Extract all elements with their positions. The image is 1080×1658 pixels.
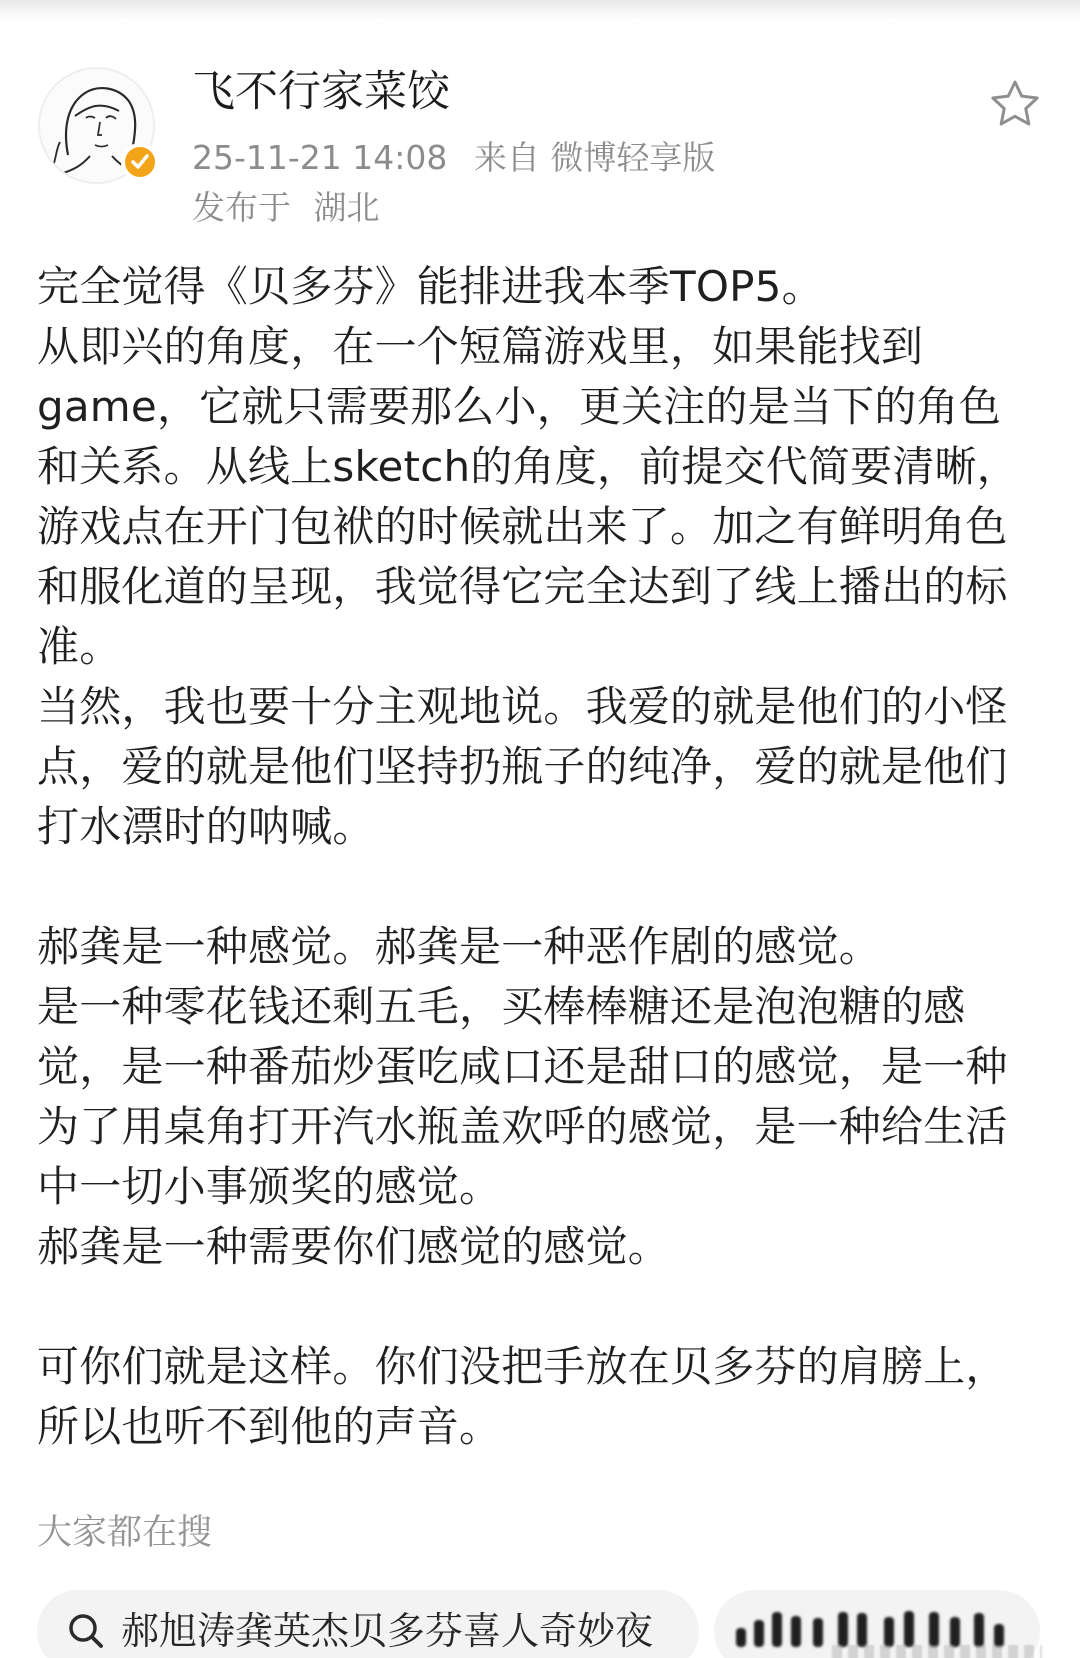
search-section-title: 大家都在搜	[37, 1513, 213, 1553]
paragraph-spacer	[37, 1277, 1040, 1337]
post-paragraph: 当然，我也要十分主观地说。我爱的就是他们的小怪点，爱的就是他们坚持扔瓶子的纯净，爱的就是他们打水漂时的呐喊。	[37, 682, 1008, 851]
verified-badge-icon	[121, 143, 159, 181]
post-paragraph: 可你们就是这样。你们没把手放在贝多芬的肩膀上，所以也听不到他的声音。	[37, 1342, 1008, 1451]
post-meta	[192, 134, 715, 182]
post-paragraph: 郝龚是一种感觉。郝龚是一种恶作剧的感觉。	[37, 922, 882, 971]
post-source: 来自 微博轻享版	[473, 138, 716, 177]
search-icon	[65, 1610, 107, 1652]
paragraph-spacer	[37, 857, 1040, 917]
location-prefix: 发布于	[192, 188, 291, 227]
post-paragraph: 完全觉得《贝多芬》能排进我本季TOP5。	[37, 262, 824, 311]
favorite-button[interactable]	[987, 77, 1043, 133]
post-paragraph: 是一种零花钱还剩五毛，买棒棒糖还是泡泡糖的感觉，是一种番茄炒蛋吃咸口还是甜口的感觉，是一种为了用桌角打开汽水瓶盖欢呼的感觉，是一种给生活中一切小事颁奖的感觉。	[37, 982, 1008, 1211]
star-outline-icon	[987, 77, 1043, 133]
post-body	[37, 257, 1040, 1457]
post-timestamp: 25-11-21 14:08	[192, 138, 448, 177]
blurred-watermark	[832, 1645, 1042, 1658]
post-paragraph: 郝龚是一种需要你们感觉的感觉。	[37, 1222, 671, 1271]
post-location	[192, 184, 380, 232]
search-suggestion-chip[interactable]	[37, 1590, 699, 1658]
checkmark-icon	[125, 147, 155, 177]
search-suggestion-label: 郝旭涛龚英杰贝多芬喜人奇妙夜	[121, 1609, 654, 1653]
author-name[interactable]: 飞不行家菜饺	[192, 67, 450, 117]
post-header	[0, 0, 1080, 250]
location-name: 湖北	[313, 188, 380, 227]
post-paragraph: 从即兴的角度，在一个短篇游戏里，如果能找到game，它就只需要那么小，更关注的是当下的角色和关系。从线上sketch的角度，前提交代简要清晰，游戏点在开门包袱的时候就出来了。加之有鲜明角色和服化道的呈现，我觉得它完全达到了线上播出的标准。	[37, 322, 1019, 671]
